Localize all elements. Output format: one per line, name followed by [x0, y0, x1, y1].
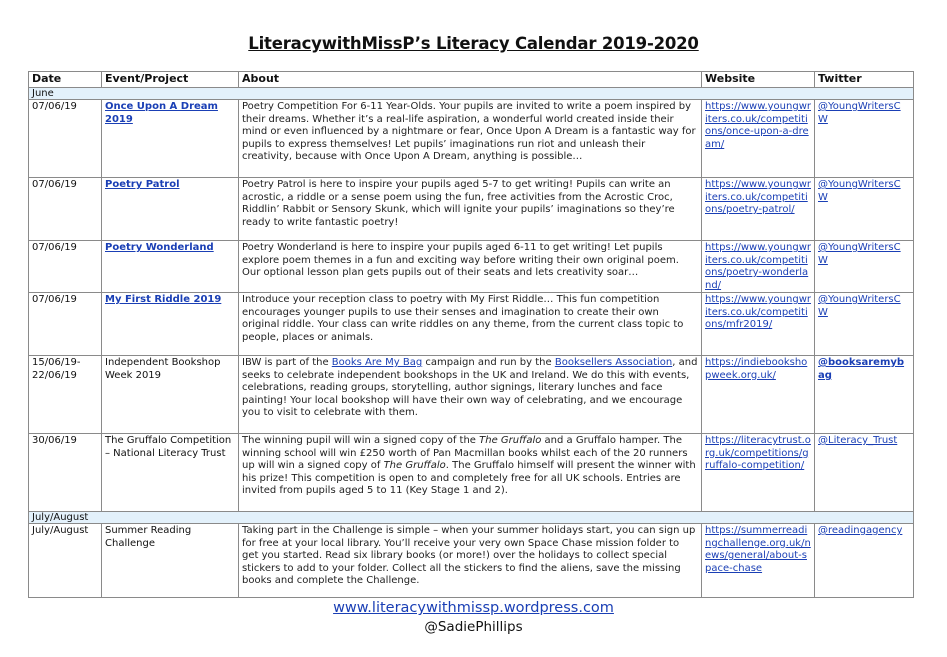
- date-cell: 07/06/19: [29, 241, 102, 293]
- event-cell: Summer Reading Challenge: [102, 524, 239, 598]
- website-link[interactable]: https://literacytrust.org.uk/competitions/gruffalo-competition/: [705, 435, 811, 471]
- table-row: [29, 241, 914, 293]
- event-link[interactable]: My First Riddle 2019: [105, 294, 222, 305]
- date-cell: 07/06/19: [29, 100, 102, 178]
- date-cell: 15/06/19-22/06/19: [29, 356, 102, 434]
- col-header-twitter: Twitter: [815, 72, 914, 88]
- date-cell: 30/06/19: [29, 434, 102, 512]
- date-cell: July/August: [29, 524, 102, 598]
- about-cell: IBW is part of the Books Are My Bag campaign and run by the Booksellers Association, and seeks to celebrate independent bookshops in the UK and Ireland. We do this with events, celebrations, reading groups, storytelling, author signings, literary lunches and face painting! Your local bookshop will have their own way of celebrating, and we encourage you to visit to celebrate with them.: [239, 356, 702, 434]
- date-cell: 07/06/19: [29, 178, 102, 241]
- website-link[interactable]: https://www.youngwriters.co.uk/competitions/mfr2019/: [705, 294, 811, 330]
- section-row-june: [29, 88, 914, 100]
- event-link[interactable]: Poetry Patrol: [105, 179, 180, 190]
- col-header-website: Website: [702, 72, 815, 88]
- footer-blog-link[interactable]: www.literacywithmissp.wordpress.com: [333, 600, 614, 616]
- website-link[interactable]: https://www.youngwriters.co.uk/competitions/poetry-wonderland/: [705, 242, 811, 291]
- twitter-link[interactable]: @YoungWritersCW: [818, 294, 901, 318]
- booksellers-association-link[interactable]: Booksellers Association: [554, 357, 673, 368]
- event-link[interactable]: Poetry Wonderland: [105, 242, 214, 253]
- section-label: July/August: [29, 512, 914, 524]
- table-row: [29, 178, 914, 241]
- table-row: [29, 434, 914, 512]
- twitter-link[interactable]: @booksaremybag: [818, 357, 905, 381]
- about-cell: The winning pupil will win a signed copy of the The Gruffalo and a Gruffalo hamper. The winning school will win £250 worth of Pan Macmillan books whilst each of the 20 runners up will win a signed copy of The Gruffalo. The Gruffalo himself will present the winner with his prize! This competition is open to and completely free for all UK schools. Entries are invited from pupils aged 5 to 11 (Key Stage 1 and 2).: [239, 434, 702, 512]
- section-row-july-august: [29, 512, 914, 524]
- event-cell: Independent Bookshop Week 2019: [102, 356, 239, 434]
- about-cell: Introduce your reception class to poetry with My First Riddle… This fun competition encourages younger pupils to use their senses and imagination to create their own original riddle. Your class can write riddles on any theme, from the current class topic to people, places or animals.: [239, 293, 702, 356]
- col-header-about: About: [239, 72, 702, 88]
- about-cell: Taking part in the Challenge is simple – when your summer holidays start, you can sign up for free at your local library. You’ll receive your very own Space Chase mission folder to get you started. Read six library books (or more!) over the holidays to collect special stickers to add to your folder. Collect all the stickers to find the aliens, save the missing books and complete the Challenge.: [239, 524, 702, 598]
- calendar-table: [28, 71, 914, 598]
- table-row: [29, 524, 914, 598]
- twitter-link[interactable]: @Literacy_Trust: [818, 435, 898, 446]
- books-are-my-bag-link[interactable]: Books Are My Bag: [331, 357, 423, 368]
- table-row: [29, 356, 914, 434]
- about-cell: Poetry Patrol is here to inspire your pupils aged 5-7 to get writing! Pupils can write an acrostic, a riddle or a sense poem using the fun, free activities from the Acrostic Croc, Riddlin’ Rabbit or Sensory Skunk, which will ignite your pupils’ imaginations so they’re ready to write fantastic poetry!: [239, 178, 702, 241]
- table-row: [29, 100, 914, 178]
- about-cell: Poetry Wonderland is here to inspire your pupils aged 6-11 to get writing! Let pupils explore poem themes in a fun and exciting way before writing their own original poem. Our optional lesson plan gets pupils out of their seats and lets creativity soar…: [239, 241, 702, 293]
- col-header-date: Date: [29, 72, 102, 88]
- website-link[interactable]: https://www.youngwriters.co.uk/competitions/once-upon-a-dream/: [705, 101, 811, 150]
- website-link[interactable]: https://www.youngwriters.co.uk/competitions/poetry-patrol/: [705, 179, 811, 215]
- event-link[interactable]: Once Upon A Dream 2019: [105, 101, 218, 125]
- header-row: [29, 72, 914, 88]
- twitter-link[interactable]: @YoungWritersCW: [818, 179, 901, 203]
- twitter-link[interactable]: @YoungWritersCW: [818, 101, 901, 125]
- website-link[interactable]: https://indiebookshopweek.org.uk/: [705, 357, 808, 381]
- table-row: [29, 293, 914, 356]
- page-title: LiteracywithMissP’s Literacy Calendar 2019-2020: [248, 34, 699, 53]
- event-cell: The Gruffalo Competition – National Literacy Trust: [102, 434, 239, 512]
- twitter-link[interactable]: @YoungWritersCW: [818, 242, 901, 266]
- section-label: June: [29, 88, 914, 100]
- about-cell: Poetry Competition For 6-11 Year-Olds. Your pupils are invited to write a poem inspired by their dreams. Whether it’s a real-life aspiration, a wonderful world created inside their mind or even influenced by a nightmare or fear, Once Upon A Dream is a fantastic way for pupils to express themselves! Let pupils’ imaginations run riot and unleash their creativity, because with Once Upon A Dream, anything is possible…: [239, 100, 702, 178]
- website-link[interactable]: https://summerreadingchallenge.org.uk/news/general/about-space-chase: [705, 525, 811, 574]
- col-header-event: Event/Project: [102, 72, 239, 88]
- date-cell: 07/06/19: [29, 293, 102, 356]
- twitter-link[interactable]: @readingagency: [818, 525, 903, 536]
- footer-twitter-handle: @SadiePhillips: [424, 619, 523, 635]
